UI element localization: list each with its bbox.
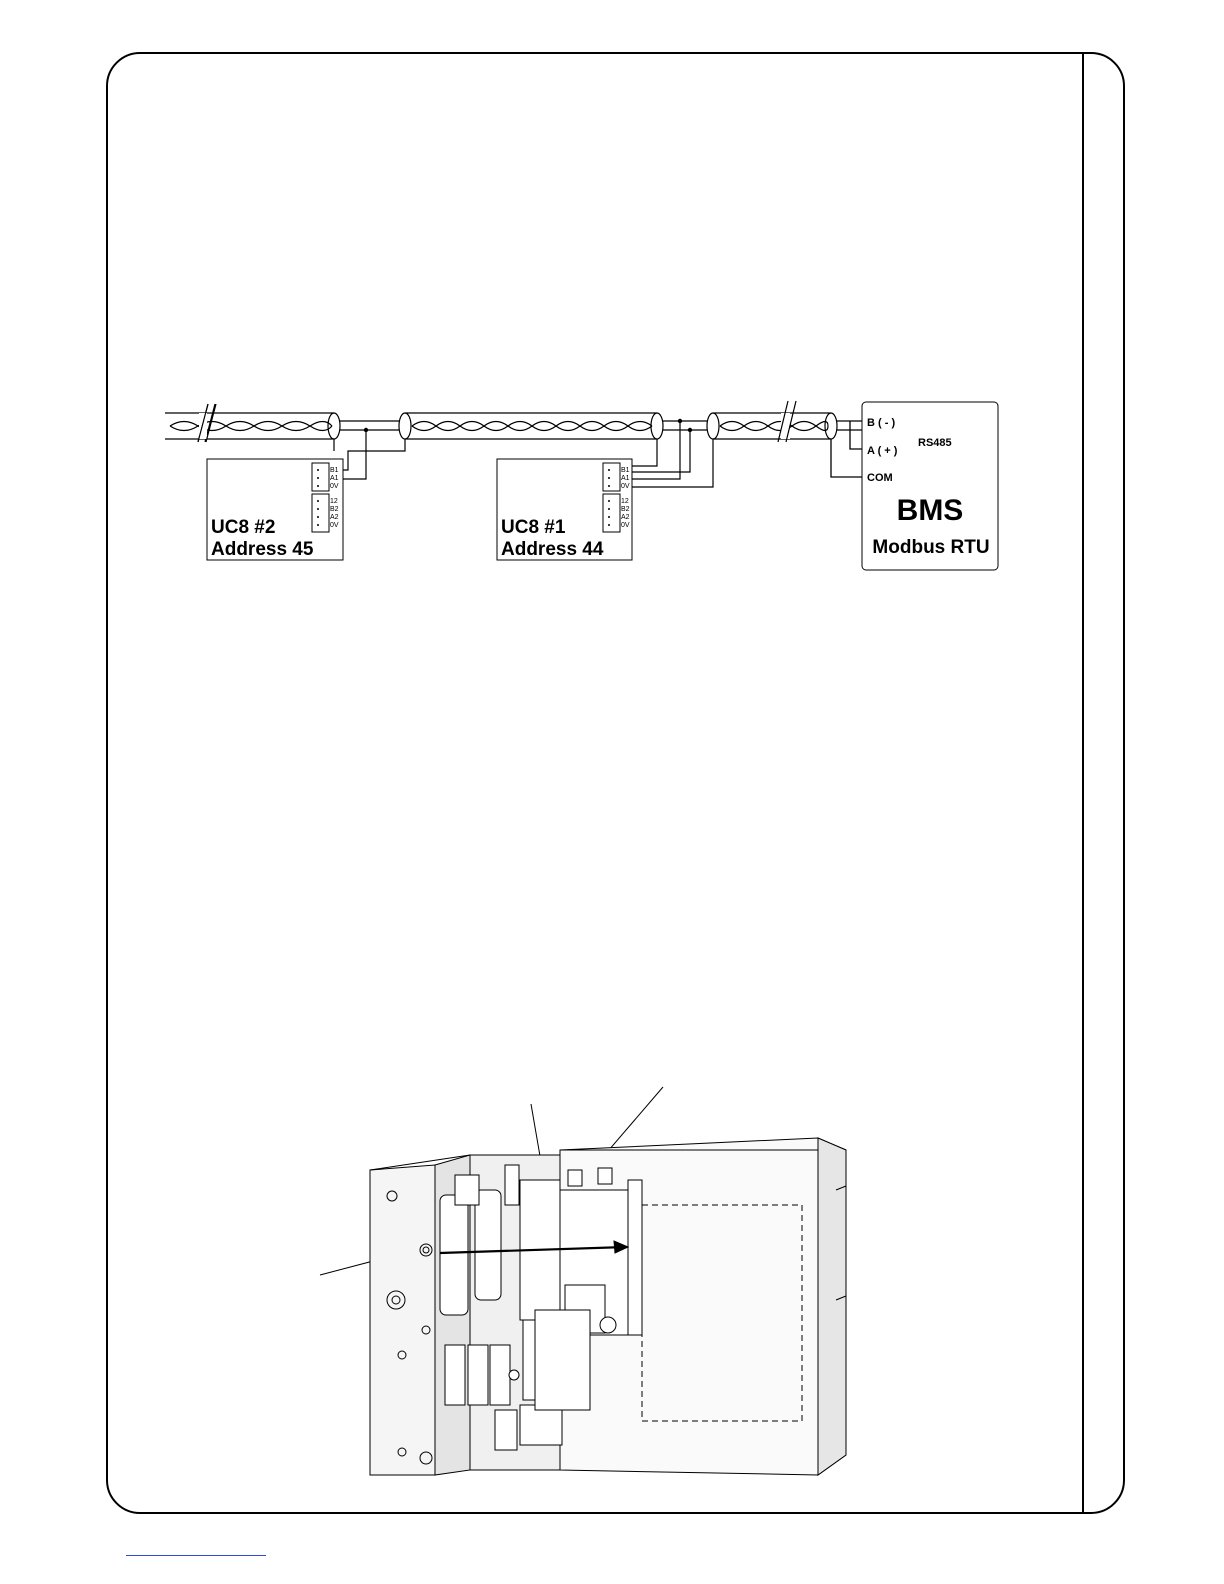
- uc8-2-terminal-b1: B1: [330, 467, 339, 474]
- cable-segment-right: [707, 413, 837, 439]
- bms-pin-com: COM: [867, 472, 893, 484]
- uc8-2-terminal-a2: A2: [330, 514, 339, 521]
- uc8-2-terminal-0v-2: 0V: [330, 522, 339, 529]
- uc8-1-terminal-0v-2: 0V: [621, 522, 630, 529]
- uc8-1-terminal-a1: A1: [621, 475, 630, 482]
- cable-segment-left: [165, 404, 340, 442]
- uc8-1-terminal-0v: 0V: [621, 483, 630, 490]
- uc8-2-terminal-0v: 0V: [330, 483, 339, 490]
- uc8-2-terminal-a1: A1: [330, 475, 339, 482]
- uc8-1-title: UC8 #1: [501, 517, 566, 538]
- uc8-2-terminal-block-bottom: [312, 494, 329, 532]
- uc8-1-module: [497, 459, 632, 560]
- bms-box: [862, 402, 998, 570]
- uc8-2-address: Address 45: [211, 539, 314, 560]
- enclosure-illustration: [320, 1087, 846, 1475]
- uc8-1-terminal-a2: A2: [621, 514, 630, 521]
- bms-pin-a: A ( + ): [867, 445, 898, 457]
- uc8-2-terminal-12: 12: [330, 498, 338, 505]
- bms-pin-b: B ( - ): [867, 417, 896, 429]
- uc8-2-terminal-b2: B2: [330, 506, 339, 513]
- uc8-1-terminal-12: 12: [621, 498, 629, 505]
- cable-segment-middle: [399, 413, 663, 439]
- uc8-1-terminal-b1: B1: [621, 467, 630, 474]
- uc8-2-terminal-block-top: [312, 463, 329, 491]
- uc8-1-terminal-b2: B2: [621, 506, 630, 513]
- uc8-1-address: Address 44: [501, 539, 604, 560]
- bms-subtitle: Modbus RTU: [872, 537, 990, 558]
- bms-title: BMS: [896, 494, 964, 527]
- uc8-2-title: UC8 #2: [211, 517, 276, 538]
- uc8-1-terminal-block-top: [603, 463, 620, 491]
- uc8-2-module: [207, 459, 343, 560]
- uc8-1-terminal-block-bottom: [603, 494, 620, 532]
- bms-rs485-label: RS485: [918, 437, 952, 449]
